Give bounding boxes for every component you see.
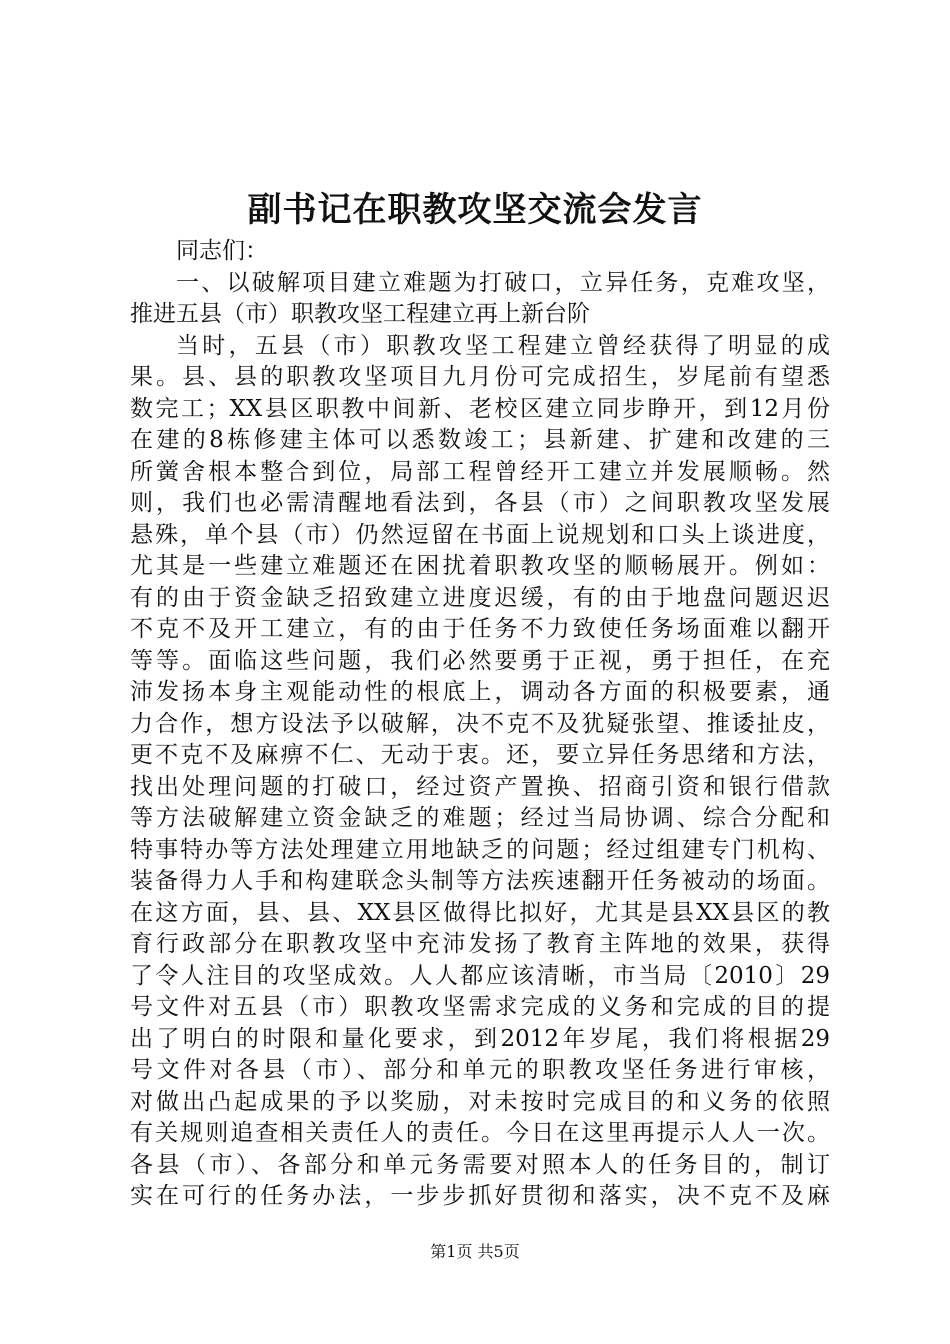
body-text-line: 等等。面临这些问题，我们必然要勇于正视，勇于担任，在充 [130, 647, 830, 674]
body-text-line: 各县（市）、各部分和单元务需要对照本人的任务目的，制订 [130, 1151, 830, 1178]
body-text-line: 推进五县（市）职教攻坚工程建立再上新台阶 [130, 301, 590, 327]
body-text-line: 同志们： [176, 238, 268, 264]
body-text-line: 沛发扬本身主观能动性的根底上，调动各方面的积极要素，通 [130, 679, 830, 705]
body-text-line: 一、以破解项目建立难题为打破口，立异任务，克难攻坚， [176, 269, 830, 296]
body-text-line: 找出处理问题的打破口，经过资产置换、招商引资和银行借款 [130, 773, 830, 800]
body-text-line: 育行政部分在职教攻坚中充沛发扬了教育主阵地的效果，获得 [130, 931, 830, 957]
body-text-line: 当时，五县（市）职教攻坚工程建立曾经获得了明显的成 [176, 332, 830, 359]
body-text-line: 有关规则追查相关责任人的责任。今日在这里再提示人人一次。 [130, 1120, 830, 1146]
body-text-line: 号文件对各县（市）、部分和单元的职教攻坚任务进行审核， [130, 1057, 830, 1083]
body-text-line: 特事特办等方法处理建立用地缺乏的问题；经过组建专门机构、 [130, 836, 830, 863]
body-text-line: 出了明白的时限和量化要求，到2012年岁尾，我们将根据29 [130, 1025, 830, 1052]
document-title: 副书记在职教攻坚交流会发言 [247, 190, 703, 230]
body-text-line: 尤其是一些建立难题还在困扰着职教攻坚的顺畅展开。例如： [130, 553, 830, 579]
body-text-line: 有的由于资金缺乏招致建立进度迟缓，有的由于地盘问题迟迟 [130, 584, 830, 611]
body-text-line: 在这方面，县、县、XX县区做得比拟好，尤其是县XX县区的教 [130, 899, 830, 926]
body-text-line: 力合作，想方设法予以破解，决不克不及犹疑张望、推诿扯皮， [130, 710, 830, 737]
body-text-line: 号文件对五县（市）职教攻坚需求完成的义务和完成的目的提 [130, 994, 830, 1020]
body-text-line: 果。县、县的职教攻坚项目九月份可完成招生，岁尾前有望悉 [130, 364, 830, 390]
body-text-line: 更不克不及麻痹不仁、无动于衷。还，要立异任务思绪和方法， [130, 742, 830, 768]
body-text-line: 不克不及开工建立，有的由于任务不力致使任务场面难以翻开 [130, 616, 830, 642]
body-text-line: 所黉舍根本整合到位，局部工程曾经开工建立并发展顺畅。然 [130, 458, 830, 485]
document-body [130, 236, 830, 1213]
body-text-line: 数完工；XX县区职教中间新、老校区建立同步睁开，到12月份 [130, 395, 830, 422]
body-text-line: 悬殊，单个县（市）仍然逗留在书面上说规划和口头上谈进度， [130, 521, 830, 548]
page-number-footer: 第1页 共5页 [430, 1242, 520, 1261]
body-text-line: 了令人注目的攻坚成效。人人都应该清晰，市当局〔2010〕29 [130, 962, 830, 989]
body-text-line: 等方法破解建立资金缺乏的难题；经过当局协调、综合分配和 [130, 805, 830, 831]
body-text-line: 在建的8栋修建主体可以悉数竣工；县新建、扩建和改建的三 [130, 427, 830, 453]
body-text-line: 则，我们也必需清醒地看法到，各县（市）之间职教攻坚发展 [130, 490, 830, 516]
body-text-line: 实在可行的任务办法，一步步抓好贯彻和落实，决不克不及麻 [130, 1183, 830, 1209]
body-text-line: 装备得力人手和构建联念头制等方法疾速翻开任务被动的场面。 [130, 868, 830, 894]
body-text-line: 对做出凸起成果的予以奖励，对未按时完成目的和义务的依照 [130, 1088, 830, 1115]
